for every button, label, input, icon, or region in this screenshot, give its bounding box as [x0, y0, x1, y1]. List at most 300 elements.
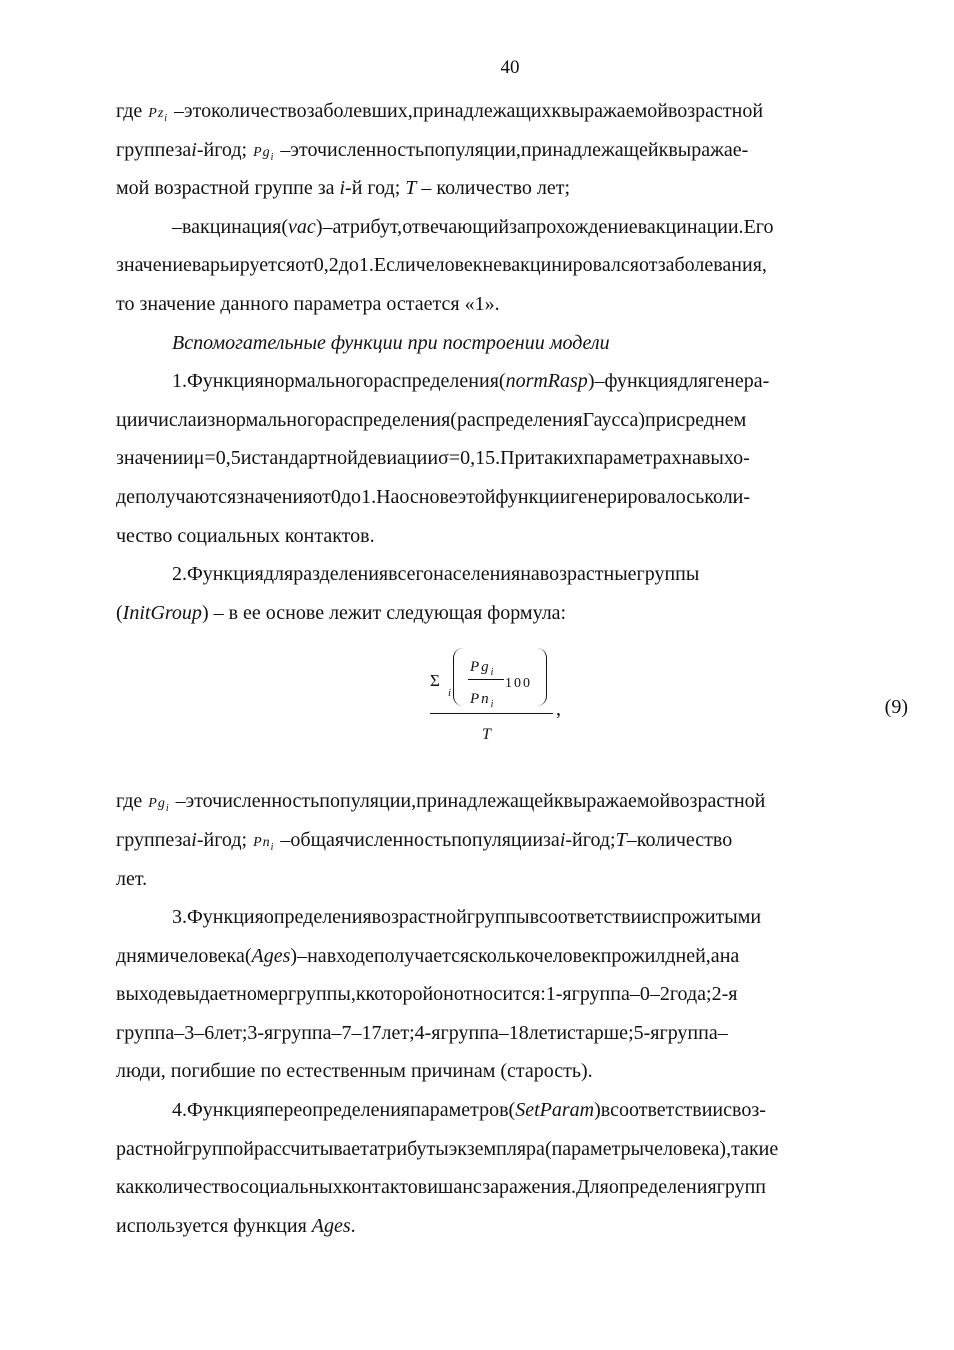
italic-term: Вспомогательные функции при построении модели	[172, 331, 610, 354]
formula-9	[116, 632, 908, 782]
text-run: численность	[316, 138, 425, 161]
word	[534, 945, 601, 967]
text-run: получается	[373, 944, 470, 967]
text-run: прохождение	[525, 215, 638, 238]
text-run: ции	[116, 408, 149, 431]
text-run: то значение данного параметра остается «1».	[116, 292, 500, 315]
text-run: на	[719, 944, 740, 967]
word	[172, 370, 187, 392]
text-run: заражения.	[482, 1176, 576, 1199]
word	[116, 139, 174, 161]
text-run: в	[529, 906, 539, 929]
word	[424, 139, 521, 161]
word	[482, 1176, 576, 1198]
text-run: от	[638, 254, 658, 277]
text-run: человека	[169, 944, 245, 967]
text-run: принадлежащих	[412, 100, 552, 122]
text-run: определения	[263, 906, 372, 929]
word	[441, 1022, 499, 1044]
text-run: –	[498, 1021, 509, 1044]
text-run: до	[338, 254, 359, 277]
text-run: год;	[214, 138, 248, 161]
text-run: группы	[466, 906, 530, 929]
word	[174, 139, 191, 161]
word	[241, 447, 252, 469]
word	[668, 100, 763, 122]
word	[374, 254, 416, 276]
text-run: используется функция	[116, 1214, 312, 1237]
text-line	[116, 821, 908, 860]
text-run: возрастные	[539, 563, 637, 586]
text-run: Функция	[187, 906, 264, 929]
italic-term: i	[559, 828, 566, 851]
word	[191, 829, 214, 851]
word	[712, 983, 738, 1005]
text-run: параметрах	[583, 447, 682, 470]
text-line	[116, 208, 908, 247]
page-body	[116, 92, 908, 1245]
text-run: выражаемой	[561, 100, 668, 122]
text-run: нормального	[215, 408, 325, 431]
math-variable: $Pg_i$	[253, 144, 275, 163]
text-run: Функция	[187, 1099, 264, 1122]
text-run: – количество лет;	[416, 177, 571, 200]
word	[707, 370, 769, 392]
word	[187, 1099, 264, 1121]
formula-denominator: T	[482, 726, 491, 744]
text-run: воз-	[732, 1099, 766, 1122]
text-run: не	[482, 254, 503, 277]
word	[594, 370, 604, 392]
word	[495, 486, 570, 508]
word	[144, 1176, 240, 1198]
text-run: к	[355, 983, 366, 1006]
word	[172, 1099, 187, 1121]
word	[372, 906, 467, 928]
text-run: лет	[528, 1021, 557, 1044]
word	[247, 829, 280, 851]
text-line	[116, 324, 908, 363]
word	[616, 829, 627, 851]
text-run: вакцинация	[182, 215, 282, 238]
word	[539, 906, 652, 928]
word	[184, 1022, 214, 1044]
text-run: распределения	[324, 408, 451, 431]
text-run: нормального	[263, 370, 374, 393]
word	[254, 1138, 369, 1160]
text-run: Если	[373, 254, 416, 277]
word	[529, 1022, 557, 1044]
text-run: таких	[535, 447, 584, 470]
text-run: возрастной	[371, 906, 467, 929]
word	[609, 1176, 717, 1198]
text-run: и	[240, 447, 252, 470]
text-line	[116, 1091, 908, 1130]
word	[572, 983, 630, 1005]
equation-number: (9)	[884, 696, 908, 719]
word	[339, 254, 359, 276]
text-run: 4.	[172, 1099, 187, 1122]
word	[142, 100, 174, 122]
text-run: Для	[575, 1176, 609, 1199]
text-line	[116, 975, 908, 1014]
word	[415, 1022, 441, 1044]
text-run: -й	[565, 828, 583, 851]
text-run: )	[315, 215, 323, 238]
text-run: он	[433, 983, 454, 1006]
text-run: номер	[236, 983, 289, 1006]
text-run: за	[174, 138, 192, 161]
formula-comma: ,	[556, 698, 561, 721]
word	[554, 790, 564, 812]
word	[433, 983, 454, 1005]
text-run: населения	[433, 563, 521, 586]
text-run: значения	[236, 485, 313, 508]
word	[356, 983, 366, 1005]
word	[214, 829, 247, 851]
word	[545, 1138, 644, 1160]
word	[264, 1099, 410, 1121]
text-block-before-formula	[116, 92, 908, 632]
text-run: Функция	[187, 370, 264, 393]
text-run: мой возрастной группе за	[116, 177, 340, 200]
text-run: год;	[582, 828, 616, 851]
text-run: 0	[330, 485, 341, 508]
word	[116, 945, 169, 967]
word	[366, 983, 434, 1005]
text-run: выражае-	[668, 138, 749, 161]
word	[627, 829, 637, 851]
word	[661, 906, 761, 928]
italic-term: vac	[288, 215, 316, 238]
text-run: относится:	[453, 983, 546, 1006]
word	[236, 983, 288, 1005]
text-run: где	[116, 790, 143, 813]
text-run: численность	[344, 828, 452, 851]
word	[540, 563, 637, 585]
text-run: год;	[214, 828, 248, 851]
word	[116, 409, 148, 431]
text-run: μ	[193, 447, 205, 470]
word	[325, 409, 451, 431]
text-run: атрибуты	[369, 1137, 449, 1160]
text-run: генерировалось	[570, 485, 705, 508]
word	[341, 486, 361, 508]
word	[172, 563, 187, 585]
word	[634, 1022, 660, 1044]
word	[191, 139, 214, 161]
text-run: и	[556, 1021, 568, 1044]
text-run: –	[174, 100, 185, 122]
word	[116, 1176, 144, 1198]
word	[116, 1138, 184, 1160]
text-run: за	[174, 828, 192, 851]
text-run: 7–17	[341, 1021, 382, 1044]
word	[290, 139, 317, 161]
text-run: –	[280, 828, 291, 851]
word	[644, 1138, 731, 1160]
word	[280, 139, 290, 161]
text-run: (	[244, 944, 252, 967]
text-line	[116, 1207, 908, 1246]
text-run: 0,15.	[460, 447, 501, 470]
text-run: 2-я	[711, 983, 738, 1006]
text-run: человек	[533, 944, 601, 967]
word	[560, 829, 583, 851]
text-run: это	[184, 100, 212, 122]
word	[358, 447, 438, 469]
word	[148, 409, 197, 431]
word	[530, 906, 539, 928]
text-run: На	[376, 485, 400, 508]
text-run: это	[290, 138, 317, 161]
text-run: основе	[399, 485, 458, 508]
text-line	[116, 92, 908, 131]
word	[116, 790, 142, 812]
word	[658, 254, 767, 276]
word	[526, 216, 638, 238]
word	[264, 906, 372, 928]
word	[450, 409, 582, 431]
text-run: группы,	[288, 983, 356, 1006]
word	[630, 983, 640, 1005]
word	[704, 486, 750, 508]
text-run: =	[448, 447, 461, 470]
text-run: –	[594, 370, 605, 393]
word	[637, 829, 732, 851]
text-line	[116, 594, 908, 633]
text-run: )	[587, 370, 595, 393]
text-run: года;	[669, 983, 712, 1006]
text-run: количество	[211, 100, 307, 122]
text-run: принадлежащей	[520, 138, 659, 161]
word	[116, 100, 142, 122]
word	[668, 139, 748, 161]
text-line	[116, 362, 908, 401]
text-line	[116, 285, 908, 324]
word	[297, 945, 307, 967]
text-run: 1.	[361, 485, 377, 508]
word	[116, 1022, 174, 1044]
text-run: –	[172, 215, 182, 238]
word	[215, 409, 324, 431]
word	[509, 216, 526, 238]
word	[307, 100, 413, 122]
word	[583, 409, 645, 431]
word	[711, 945, 720, 967]
text-run: 5-я	[633, 1021, 660, 1044]
text-run: -й	[196, 828, 215, 851]
word	[433, 563, 520, 585]
word	[499, 1022, 509, 1044]
formula-sigma: Σ	[430, 671, 440, 691]
text-run: численность	[212, 790, 320, 813]
text-run: для	[677, 370, 708, 393]
word	[184, 1138, 254, 1160]
text-run: σ	[438, 447, 449, 470]
text-run: 1.	[172, 370, 187, 393]
text-run: среднем	[676, 408, 747, 431]
word	[142, 790, 175, 815]
text-run: разделения	[293, 563, 389, 586]
text-run: лет.	[116, 867, 148, 890]
word	[135, 486, 236, 508]
word	[344, 829, 451, 851]
word	[376, 486, 399, 508]
word	[116, 254, 192, 276]
text-line	[116, 1052, 908, 1091]
text-line	[116, 1168, 908, 1207]
text-run: группе	[116, 138, 175, 161]
word	[172, 906, 187, 928]
word	[500, 447, 535, 469]
text-run: группа	[571, 983, 630, 1006]
italic-term: SetParam	[515, 1099, 595, 1122]
text-run: варьируется	[191, 254, 296, 277]
text-run: Гаусса)	[582, 408, 646, 431]
word	[639, 254, 658, 276]
text-run: от	[295, 254, 314, 277]
text-run: параметров	[410, 1099, 509, 1122]
word	[169, 945, 244, 967]
word	[194, 447, 205, 469]
text-run: экземпляра	[448, 1137, 545, 1160]
word	[670, 790, 765, 812]
word	[172, 216, 182, 238]
text-run: популяции	[451, 828, 544, 851]
word	[604, 370, 678, 392]
word	[502, 254, 639, 276]
formula-multiplier: 100	[505, 676, 532, 692]
word	[288, 983, 356, 1005]
word	[187, 563, 264, 585]
text-run: соответствии	[610, 1099, 724, 1122]
text-run: из	[196, 408, 216, 431]
word	[204, 447, 215, 469]
word	[264, 563, 293, 585]
word	[176, 790, 186, 812]
text-run: для	[263, 563, 294, 586]
text-line	[116, 517, 908, 556]
text-run: лет;	[214, 1021, 248, 1044]
text-run: группой	[183, 1137, 254, 1160]
word	[543, 829, 560, 851]
word	[214, 139, 247, 161]
word	[251, 447, 357, 469]
word	[640, 983, 670, 1005]
text-run: к	[658, 138, 669, 161]
text-run: и	[427, 1176, 438, 1199]
word	[546, 983, 572, 1005]
text-run: стандартной	[251, 447, 358, 470]
word	[717, 1176, 766, 1198]
word	[319, 790, 416, 812]
word	[416, 790, 554, 812]
text-run: контактов	[342, 1176, 428, 1199]
text-run: за	[543, 828, 560, 851]
formula-sigma-index: i	[448, 687, 452, 700]
word	[361, 486, 376, 508]
word	[211, 100, 306, 122]
text-run: выдает	[176, 983, 237, 1006]
page-number: 40	[500, 57, 520, 78]
text-run: –	[280, 138, 291, 161]
text-run: –	[297, 944, 308, 967]
text-line	[116, 246, 908, 285]
text-run: к	[551, 100, 562, 122]
text-run: шанс	[437, 1176, 483, 1199]
text-run: чество социальных контактов.	[116, 524, 375, 547]
text-run: де	[116, 485, 136, 508]
text-run: рассчитывает	[253, 1137, 370, 1160]
word	[451, 829, 543, 851]
word	[290, 829, 344, 851]
text-run: –	[626, 828, 637, 851]
word	[701, 447, 750, 469]
word	[681, 447, 701, 469]
text-line	[116, 898, 908, 937]
formula-main-fraction-bar	[430, 713, 553, 714]
text-run: на	[307, 944, 327, 967]
text-run: до	[340, 485, 362, 508]
word	[499, 370, 595, 392]
text-run: возрастной	[667, 100, 764, 122]
word	[576, 1176, 609, 1198]
text-run: получаются	[135, 485, 237, 508]
text-run: 4-я	[414, 1021, 441, 1044]
word	[343, 1176, 428, 1198]
text-run: распределения	[373, 370, 499, 393]
text-line	[116, 401, 908, 440]
text-run: –	[629, 983, 640, 1006]
word	[247, 1022, 273, 1044]
word	[307, 945, 327, 967]
word	[483, 254, 503, 276]
text-run: заболевших,	[306, 100, 413, 122]
word	[535, 447, 583, 469]
word	[399, 486, 457, 508]
word	[331, 1022, 341, 1044]
word	[659, 1022, 717, 1044]
word	[467, 906, 530, 928]
text-run: (	[498, 370, 506, 393]
text-run: за	[509, 215, 526, 238]
word	[509, 1022, 529, 1044]
text-run: (параметры	[544, 1137, 645, 1160]
word	[197, 409, 216, 431]
text-run: прожитыми	[660, 906, 762, 929]
word	[388, 563, 433, 585]
text-run: общая	[290, 828, 345, 851]
text-run: человека),	[644, 1137, 732, 1160]
text-run: это	[185, 790, 213, 813]
word	[744, 216, 774, 238]
italic-term: InitGroup	[122, 601, 202, 624]
text-run: 0,5	[215, 447, 241, 470]
word	[552, 100, 562, 122]
word	[174, 829, 191, 851]
text-run: группы	[636, 563, 700, 586]
text-run: на	[520, 563, 540, 586]
text-run: выхо-	[700, 447, 750, 470]
text-run: социальных	[240, 1176, 343, 1199]
word	[413, 100, 552, 122]
word	[245, 945, 297, 967]
word	[583, 829, 616, 851]
word	[214, 1022, 247, 1044]
italic-term: i	[191, 828, 197, 851]
text-run: -й год;	[345, 177, 406, 200]
